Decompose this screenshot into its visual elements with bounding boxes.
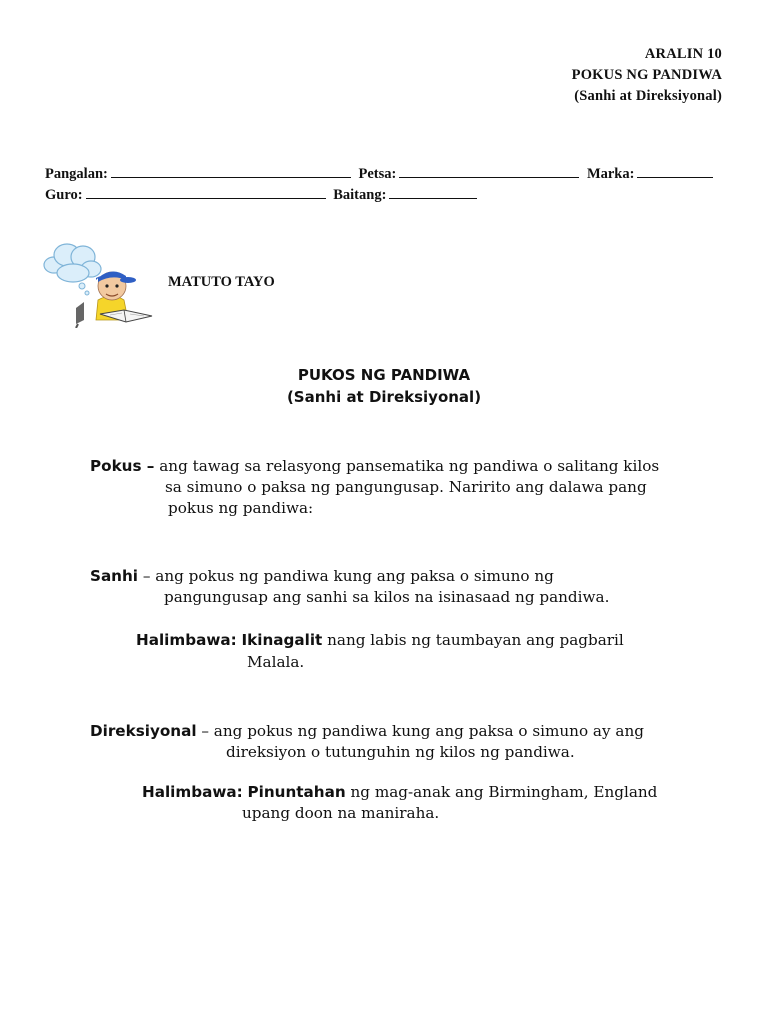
sanhi-example-word: Ikinagalit: [241, 631, 323, 649]
lesson-subtopic: (Sanhi at Direksiyonal): [574, 88, 722, 104]
grade-field[interactable]: [637, 165, 713, 178]
direksiyonal-example-line-1: [142, 782, 657, 803]
page-title: PUKOS NG PANDIWA: [297, 366, 471, 384]
sanhi-definition-line-1: [90, 566, 554, 587]
pokus-text-1: ang tawag sa relasyong pansematika ng pandiwa o salitang kilos: [159, 457, 660, 475]
pokus-term: Pokus –: [90, 457, 155, 475]
sanhi-text-2: pangungusap ang sanhi sa kilos na isinasaad ng pandiwa.: [164, 588, 610, 606]
date-label: Petsa:: [358, 166, 397, 182]
teacher-field[interactable]: [86, 186, 326, 199]
grade-label: Marka:: [586, 166, 635, 182]
sanhi-example-line-2: Malala.: [247, 653, 305, 671]
name-label: Pangalan:: [45, 166, 108, 182]
direksiyonal-example-label: Halimbawa:: [142, 783, 243, 801]
page-subtitle: (Sanhi at Direksiyonal): [286, 388, 482, 406]
name-field[interactable]: [111, 165, 351, 178]
section-label: MATUTO TAYO: [168, 274, 275, 290]
pokus-text-3: pokus ng pandiwa:: [168, 499, 314, 517]
date-field[interactable]: [399, 165, 579, 178]
teacher-label: Guro:: [45, 187, 83, 203]
sanhi-text-1: – ang pokus ng pandiwa kung ang paksa o simuno ng: [138, 567, 554, 585]
direksiyonal-text-2: direksiyon o tutunguhin ng kilos ng pandiwa.: [226, 743, 575, 761]
pokus-text-2: sa simuno o paksa ng pangungusap. Naririto ang dalawa pang: [165, 478, 647, 496]
direksiyonal-definition-line-1: [90, 721, 644, 742]
lesson-topic: POKUS NG PANDIWA: [571, 67, 722, 83]
form-row-1: [45, 165, 717, 183]
level-label: Baitang:: [333, 187, 387, 203]
lesson-number: ARALIN 10: [644, 46, 722, 62]
sanhi-example-rest: nang labis ng taumbayan ang pagbaril: [322, 631, 624, 649]
direksiyonal-example-word: Pinuntahan: [247, 783, 346, 801]
form-row-2: [45, 186, 481, 204]
boy-reading-with-thought-cloud-icon: [40, 240, 158, 328]
direksiyonal-term: Direksiyonal: [90, 722, 197, 740]
pokus-definition-line-1: [90, 456, 659, 477]
sanhi-example-label: Halimbawa:: [136, 631, 237, 649]
direksiyonal-example-rest: ng mag-anak ang Birmingham, England: [345, 783, 658, 801]
level-field[interactable]: [389, 186, 477, 199]
direksiyonal-text-1: – ang pokus ng pandiwa kung ang paksa o simuno ay ang: [196, 722, 644, 740]
sanhi-example-line-1: [136, 630, 624, 651]
direksiyonal-example-line-2: upang doon na maniraha.: [242, 804, 440, 822]
sanhi-term: Sanhi: [90, 567, 139, 585]
